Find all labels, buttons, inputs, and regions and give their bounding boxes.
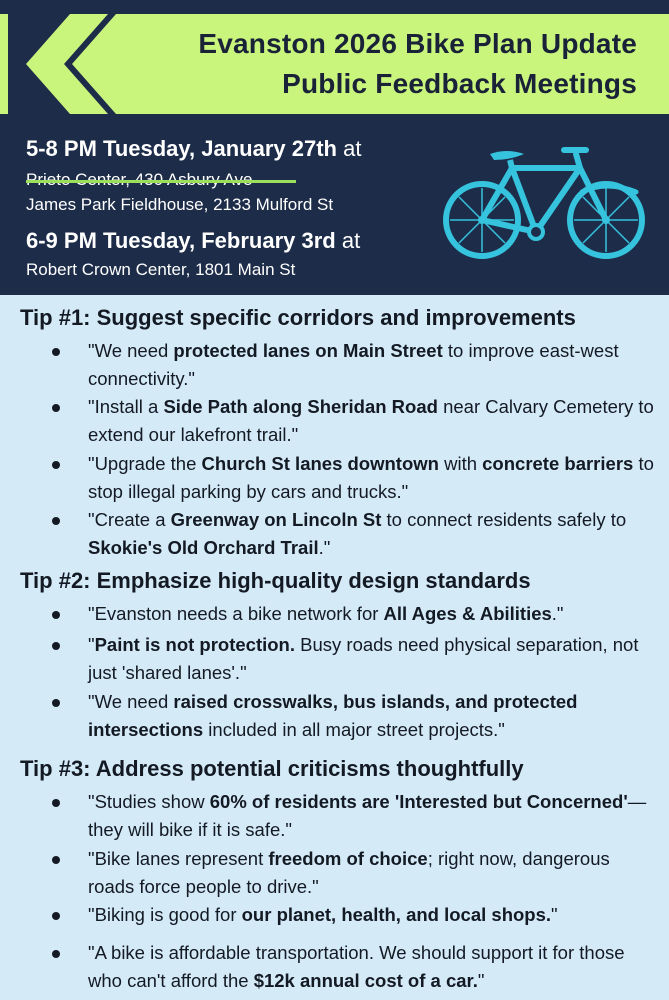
- text-run: "We need: [88, 691, 174, 712]
- bold-phrase: raised crosswalks, bus islands, and protected intersections: [88, 691, 578, 740]
- text-run: .": [318, 537, 331, 558]
- text-run: ": [477, 970, 485, 991]
- text-run: Busy roads need physical separation, not just 'shared lanes'.": [88, 634, 639, 683]
- tip-1-bullet-3: [88, 450, 658, 506]
- tip-3-bullet-2: [88, 845, 658, 901]
- text-run: to connect residents safely to: [381, 509, 627, 530]
- bold-phrase: Side Path along Sheridan Road: [163, 396, 438, 417]
- page-title: [117, 24, 637, 104]
- bullet-dot: [52, 348, 60, 356]
- text-run: ": [88, 634, 95, 655]
- meeting-2-location: Robert Crown Center, 1801 Main St: [26, 260, 296, 279]
- text-run: "Upgrade the: [88, 453, 202, 474]
- bullet-dot: [52, 517, 60, 525]
- text-run: .": [551, 603, 564, 624]
- bold-phrase: protected lanes on Main Street: [173, 340, 443, 361]
- text-run: "Create a: [88, 509, 171, 530]
- bold-phrase: concrete barriers: [482, 453, 634, 474]
- bullet-dot: [52, 404, 60, 412]
- text-run: ; right now, dangerous roads force people to drive.": [88, 848, 610, 897]
- tip-2-bullet-1: [88, 600, 658, 628]
- tip-3-bullet-4: [88, 939, 658, 995]
- text-run: "We need: [88, 340, 174, 361]
- bullet-dot: [52, 611, 60, 619]
- bold-phrase: $12k annual cost of a car.: [253, 970, 478, 991]
- text-run: "A bike is affordable transportation. We should support it for those who can't afford the: [88, 942, 625, 991]
- meeting-1-time: [26, 136, 361, 162]
- bullet-dot: [52, 856, 60, 864]
- bullet-dot: [52, 461, 60, 469]
- text-run: — they will bike if it is safe.": [88, 791, 647, 840]
- tip-1-bullet-4: [88, 506, 658, 562]
- bold-phrase: Skokie's Old Orchard Trail: [88, 537, 319, 558]
- text-run: "Studies show: [88, 791, 210, 812]
- text-run: to improve east-west connectivity.": [88, 340, 619, 389]
- bullet-dot: [52, 642, 60, 650]
- bold-phrase: Church St lanes downtown: [201, 453, 439, 474]
- tip-3-bullet-1: [88, 788, 658, 844]
- bullet-dot: [52, 912, 60, 920]
- tip-2-bullet-3: [88, 688, 658, 744]
- text-run: with: [438, 453, 483, 474]
- bold-phrase: Greenway on Lincoln St: [170, 509, 382, 530]
- meeting-1-time-rest: at: [336, 136, 362, 161]
- bullet-dot: [52, 950, 60, 958]
- title-line-2: Public Feedback Meetings: [282, 68, 637, 99]
- meeting-1-location: James Park Fieldhouse, 2133 Mulford St: [26, 195, 334, 214]
- bold-phrase: our planet, health, and local shops.: [241, 904, 552, 925]
- bold-phrase: All Ages & Abilities: [383, 603, 552, 624]
- text-run: to stop illegal parking by cars and trucks.": [88, 453, 654, 502]
- bold-phrase: 60% of residents are 'Interested but Concerned': [209, 791, 628, 812]
- title-line-1: Evanston 2026 Bike Plan Update: [198, 28, 637, 59]
- bullet-dot: [52, 699, 60, 707]
- bold-phrase: freedom of choice: [268, 848, 428, 869]
- tip-2-heading: Tip #2: Emphasize high-quality design standards: [20, 568, 531, 593]
- tip-1-bullet-1: [88, 337, 658, 393]
- meeting-2-time: [26, 228, 360, 254]
- text-run: "Install a: [88, 396, 164, 417]
- tip-1-heading: Tip #1: Suggest specific corridors and improvements: [20, 305, 576, 330]
- meeting-1-time-bold: 5-8 PM Tuesday, January 27th: [26, 136, 337, 161]
- header-banner: [0, 0, 669, 295]
- tip-1-bullet-2: [88, 393, 658, 449]
- meeting-2-time-rest: at: [335, 228, 361, 253]
- text-run: "Bike lanes represent: [88, 848, 269, 869]
- tip-2-bullet-2: [88, 631, 658, 687]
- tip-3-heading: Tip #3: Address potential criticisms thoughtfully: [20, 756, 524, 781]
- bicycle-icon: [440, 140, 650, 270]
- tip-3-bullet-3: [88, 901, 658, 929]
- text-run: "Evanston needs a bike network for: [88, 603, 384, 624]
- text-run: near Calvary Cemetery to extend our lakefront trail.": [88, 396, 654, 445]
- text-run: "Biking is good for: [88, 904, 242, 925]
- text-run: ": [551, 904, 558, 925]
- bold-phrase: Paint is not protection.: [94, 634, 295, 655]
- bullet-dot: [52, 799, 60, 807]
- meeting-2-time-bold: 6-9 PM Tuesday, February 3rd: [26, 228, 336, 253]
- text-run: included in all major street projects.": [203, 719, 505, 740]
- strikethrough-line: [26, 180, 296, 183]
